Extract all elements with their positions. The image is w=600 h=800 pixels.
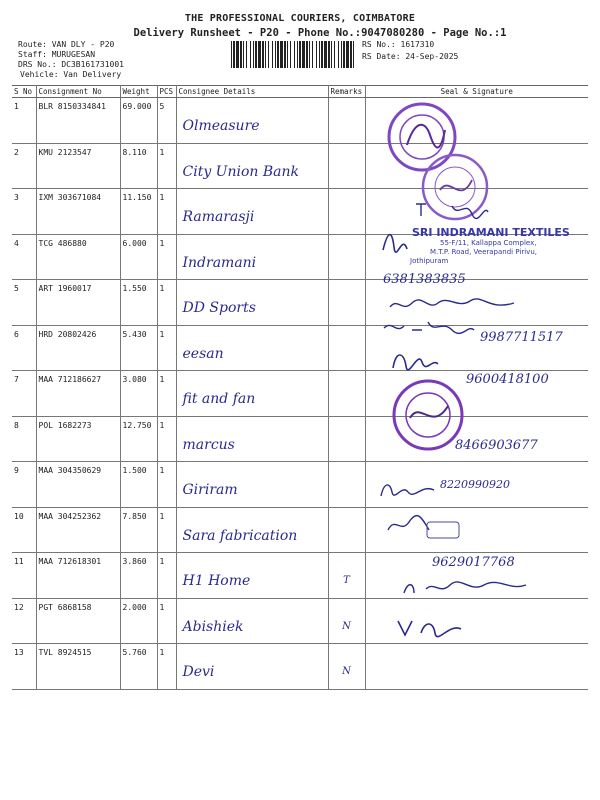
row-consignee	[176, 371, 328, 417]
row-remarks	[328, 280, 365, 326]
row-sno: 8	[12, 416, 36, 462]
barcode-bar	[243, 41, 244, 68]
barcode-bar	[265, 41, 266, 68]
rs-number: RS No.: 1617310	[362, 40, 435, 49]
row-sno: 11	[12, 553, 36, 599]
barcode-bar	[343, 41, 345, 68]
signature-5	[388, 295, 518, 315]
row-consignment-no: MAA 712618301	[36, 553, 120, 599]
row-remarks	[328, 189, 365, 235]
row-weight: 11.150	[120, 189, 157, 235]
row-remarks	[328, 143, 365, 189]
remark-handwritten	[331, 284, 363, 302]
stamp-company-name: SRI INDRAMANI TEXTILES	[412, 226, 570, 239]
barcode-bar	[277, 41, 279, 68]
row-pcs: 1	[157, 234, 176, 280]
col-weight: Weight	[120, 86, 157, 98]
row-pcs: 1	[157, 143, 176, 189]
row-remarks	[328, 416, 365, 462]
row-weight: 1.500	[120, 462, 157, 508]
barcode-bar	[262, 41, 264, 68]
row-pcs: 1	[157, 280, 176, 326]
row-consignee	[176, 234, 328, 280]
barcode-bar	[258, 41, 261, 68]
row-remarks	[328, 598, 365, 644]
barcode-bar	[324, 41, 327, 68]
row-sno: 10	[12, 507, 36, 553]
col-consignment: Consignment No	[36, 86, 120, 98]
row-remarks	[328, 325, 365, 371]
row-seal-signature	[365, 644, 588, 690]
row-consignment-no: HRD 20802426	[36, 325, 120, 371]
row-consignment-no: PGT 6868158	[36, 598, 120, 644]
row-consignment-no: TVL 8924515	[36, 644, 120, 690]
row-weight: 3.860	[120, 553, 157, 599]
row-pcs: 1	[157, 644, 176, 690]
row-consignee	[176, 189, 328, 235]
row-weight: 69.000	[120, 98, 157, 144]
signature-7	[390, 348, 440, 373]
row-consignee	[176, 143, 328, 189]
barcode-bar	[353, 41, 354, 68]
remark-handwritten: T	[343, 575, 350, 586]
col-seal-signature: Seal & Signature	[365, 86, 588, 98]
barcode-bar	[253, 41, 254, 68]
row-consignee	[176, 280, 328, 326]
row-remarks	[328, 553, 365, 599]
barcode-bar	[316, 41, 317, 68]
consignee-handwritten: Sara fabrication	[182, 527, 298, 544]
handwritten-phone-1: 6381383835	[383, 272, 466, 287]
row-consignment-no: MAA 712186627	[36, 371, 120, 417]
row-consignment-no: IXM 303671084	[36, 189, 120, 235]
barcode-bar	[306, 41, 308, 68]
consignee-handwritten: Abishiek	[182, 618, 244, 635]
row-consignee	[176, 325, 328, 371]
handwritten-phone-3: 9600418100	[466, 372, 549, 387]
row-pcs: 1	[157, 553, 176, 599]
barcode-bar	[250, 41, 251, 68]
rs-date: RS Date: 24-Sep-2025	[362, 52, 459, 61]
barcode-bar	[321, 41, 323, 68]
row-consignee	[176, 462, 328, 508]
row-pcs: 1	[157, 462, 176, 508]
row-remarks	[328, 462, 365, 508]
table-row	[12, 644, 588, 690]
row-sno: 4	[12, 234, 36, 280]
signature-12	[400, 575, 530, 600]
row-consignment-no: POL 1682273	[36, 416, 120, 462]
remark-handwritten	[331, 193, 363, 211]
consignee-handwritten: Olmeasure	[182, 118, 260, 134]
row-consignment-no: BLR 8150334841	[36, 98, 120, 144]
barcode-bar	[299, 41, 301, 68]
col-sno: S No	[12, 86, 36, 98]
row-sno: 7	[12, 371, 36, 417]
consignee-handwritten: Indramani	[182, 254, 257, 271]
row-sno: 6	[12, 325, 36, 371]
signature-11	[385, 512, 465, 542]
table-row	[12, 507, 588, 553]
row-weight: 5.430	[120, 325, 157, 371]
barcode-bar	[233, 41, 235, 68]
signature-13	[395, 615, 465, 640]
consignee-handwritten: Devi	[182, 664, 215, 680]
row-weight: 5.760	[120, 644, 157, 690]
barcode-bar	[331, 41, 332, 68]
row-weight: 2.000	[120, 598, 157, 644]
barcode-bar	[350, 41, 352, 68]
remark-handwritten: N	[342, 666, 351, 677]
vehicle: Vehicle: Van Delivery	[20, 70, 122, 79]
staff: Staff: MURUGESAN	[18, 50, 96, 59]
table-row	[12, 143, 588, 189]
row-consignment-no: MAA 304350629	[36, 462, 120, 508]
route: Route: VAN DLY - P20	[18, 40, 115, 49]
barcode-bar	[297, 41, 298, 68]
barcode-bar	[280, 41, 283, 68]
row-pcs: 5	[157, 98, 176, 144]
signature-3	[412, 198, 492, 223]
col-consignee: Consignee Details	[176, 86, 328, 98]
row-remarks	[328, 234, 365, 280]
table-row	[12, 98, 588, 144]
barcode-bar	[328, 41, 330, 68]
barcode-bar	[302, 41, 305, 68]
row-weight: 12.750	[120, 416, 157, 462]
col-remarks: Remarks	[328, 86, 365, 98]
row-remarks	[328, 371, 365, 417]
row-consignee	[176, 644, 328, 690]
barcode	[230, 41, 357, 68]
handwritten-phone-6: 9629017768	[432, 555, 515, 570]
remark-handwritten: N	[342, 620, 351, 632]
row-consignee	[176, 98, 328, 144]
barcode-bar	[309, 41, 310, 68]
handwritten-phone-2: 9987711517	[480, 330, 563, 345]
barcode-bar	[334, 41, 335, 68]
consignee-handwritten: DD Sports	[182, 300, 256, 316]
row-pcs: 1	[157, 371, 176, 417]
row-sno: 3	[12, 189, 36, 235]
table-row	[12, 598, 588, 644]
barcode-bar	[284, 41, 286, 68]
remark-handwritten	[331, 512, 363, 530]
row-weight: 1.550	[120, 280, 157, 326]
barcode-bar	[246, 41, 247, 68]
row-sno: 2	[12, 143, 36, 189]
barcode-bar	[272, 41, 273, 68]
row-consignee	[176, 416, 328, 462]
barcode-bar	[294, 41, 295, 68]
row-pcs: 1	[157, 507, 176, 553]
barcode-bar	[319, 41, 320, 68]
drs-number: DRS No.: DC3B161731001	[18, 60, 124, 69]
row-remarks	[328, 507, 365, 553]
meta-right	[362, 40, 458, 62]
stamp-address-1: 55-F/11, Kallappa Complex,	[440, 239, 537, 247]
signature-10	[378, 478, 438, 503]
row-pcs: 1	[157, 325, 176, 371]
row-sno: 13	[12, 644, 36, 690]
row-weight: 7.850	[120, 507, 157, 553]
row-consignment-no: TCG 486880	[36, 234, 120, 280]
handwritten-phone-5: 8220990920	[440, 478, 510, 491]
row-consignment-no: ART 1960017	[36, 280, 120, 326]
barcode-bar	[240, 41, 242, 68]
row-remarks	[328, 98, 365, 144]
consignee-handwritten: marcus	[182, 436, 235, 453]
remark-handwritten	[331, 239, 363, 257]
remark-handwritten	[331, 375, 363, 393]
remark-handwritten	[331, 466, 363, 484]
row-weight: 8.110	[120, 143, 157, 189]
row-sno: 5	[12, 280, 36, 326]
col-pcs: PCS	[157, 86, 176, 98]
row-consignment-no: KMU 2123547	[36, 143, 120, 189]
consignee-handwritten: Giriram	[182, 482, 238, 498]
row-consignment-no: MAA 304252362	[36, 507, 120, 553]
consignee-handwritten: City Union Bank	[182, 163, 299, 180]
row-pcs: 1	[157, 189, 176, 235]
consignee-handwritten: Ramarasji	[182, 209, 255, 225]
row-weight: 6.000	[120, 234, 157, 280]
barcode-bar	[236, 41, 239, 68]
barcode-bar	[231, 41, 232, 68]
remark-handwritten	[331, 421, 363, 439]
meta-left	[18, 40, 124, 80]
barcode-bar	[268, 41, 269, 68]
runsheet-subtitle: Delivery Runsheet - P20 - Phone No.:9047080280 - Page No.:1	[133, 27, 507, 39]
remark-handwritten	[331, 330, 363, 348]
table-header	[12, 86, 588, 98]
row-consignee	[176, 553, 328, 599]
barcode-bar	[255, 41, 257, 68]
remark-handwritten	[331, 148, 363, 166]
company-title: THE PROFESSIONAL COURIERS, COIMBATORE	[184, 13, 416, 24]
remark-handwritten	[331, 102, 363, 120]
stamp-address-2: M.T.P. Road, Veerapandi Pirivu,	[430, 248, 537, 256]
barcode-bar	[290, 41, 291, 68]
row-consignee	[176, 598, 328, 644]
signature-4	[380, 225, 410, 255]
stamp-address-3: Jothipuram	[410, 257, 449, 265]
barcode-bar	[312, 41, 313, 68]
consignee-handwritten: H1 Home	[182, 573, 251, 589]
row-pcs: 1	[157, 598, 176, 644]
row-remarks	[328, 644, 365, 690]
consignee-handwritten: eesan	[182, 345, 224, 362]
row-sno: 1	[12, 98, 36, 144]
barcode-bar	[275, 41, 276, 68]
handwritten-phone-4: 8466903677	[455, 438, 538, 453]
barcode-bar	[341, 41, 342, 68]
signature-6	[382, 318, 477, 338]
row-sno: 9	[12, 462, 36, 508]
row-consignee	[176, 507, 328, 553]
row-weight: 3.080	[120, 371, 157, 417]
barcode-bar	[287, 41, 288, 68]
barcode-bar	[338, 41, 339, 68]
row-sno: 12	[12, 598, 36, 644]
consignee-handwritten: fit and fan	[182, 391, 256, 407]
row-pcs: 1	[157, 416, 176, 462]
barcode-bar	[346, 41, 349, 68]
